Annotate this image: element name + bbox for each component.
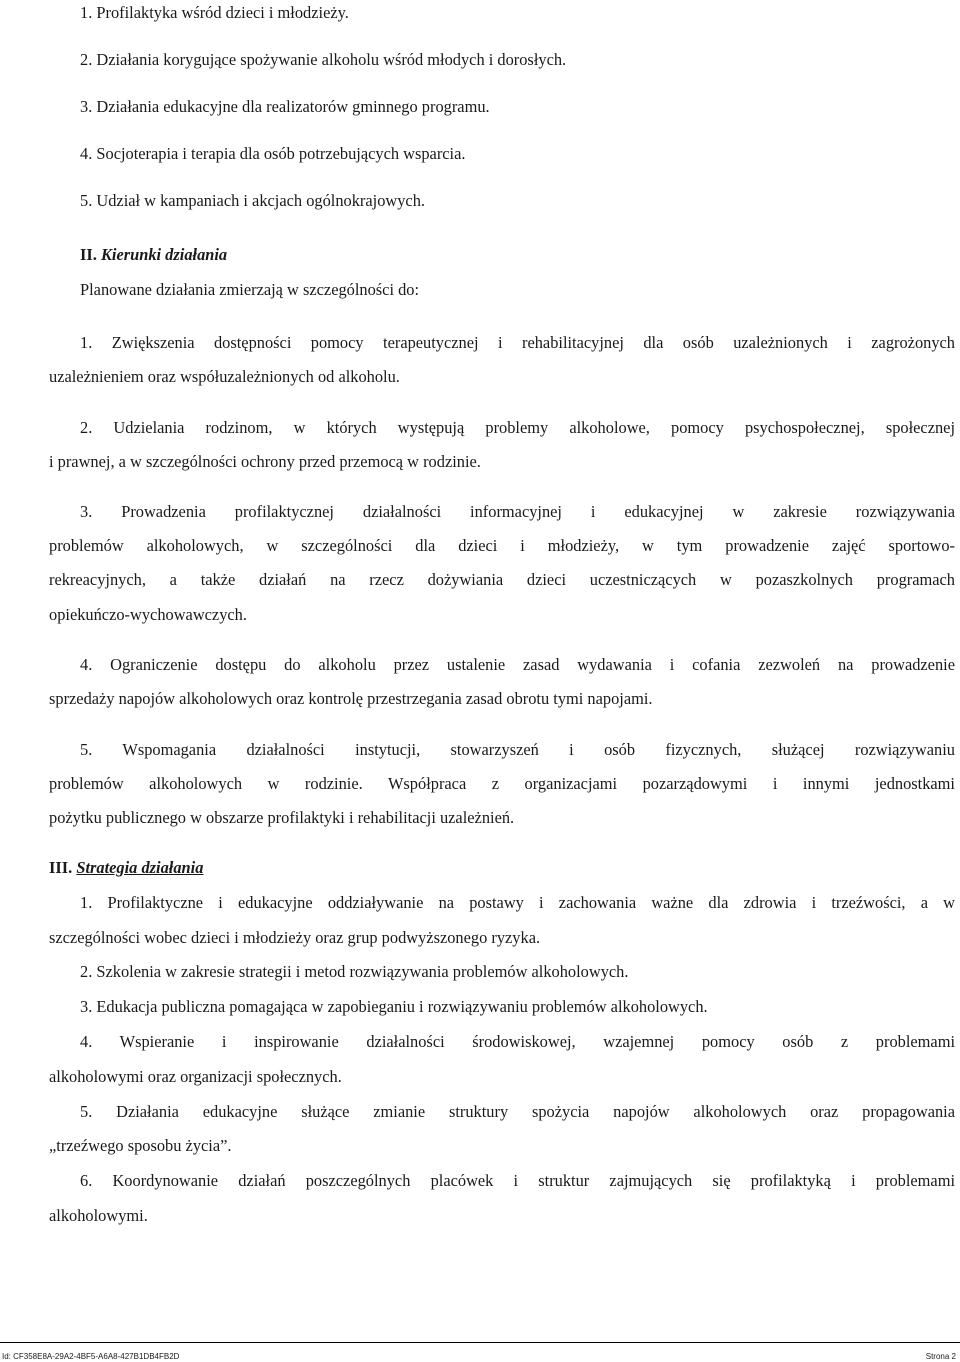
- paragraph-line: 6. Koordynowanie działań poszczególnych placówek i struktur zajmujących się profilaktyką i problemami: [80, 1171, 955, 1190]
- list-item: 4. Socjoterapia i terapia dla osób potrzebujących wsparcia.: [80, 144, 466, 163]
- paragraph-line: rekreacyjnych, a także działań na rzecz dożywiania dzieci uczestniczących w pozaszkolnych programach: [49, 570, 955, 589]
- section-title: Kierunki działania: [100, 245, 228, 264]
- section-title: Strategia działania: [76, 858, 204, 877]
- paragraph-line: uzależnieniem oraz współuzależnionych od alkoholu.: [49, 367, 400, 386]
- paragraph-line: alkoholowymi oraz organizacji społecznych.: [49, 1067, 342, 1086]
- paragraph-line: i prawnej, a w szczególności ochrony przed przemocą w rodzinie.: [49, 452, 481, 471]
- footer-divider: [0, 1342, 960, 1343]
- paragraph-line: 3. Prowadzenia profilaktycznej działalności informacyjnej i edukacyjnej w zakresie rozwiązywania: [80, 502, 955, 521]
- list-item: 1. Profilaktyka wśród dzieci i młodzieży.: [80, 3, 349, 22]
- document-id: Id: CF358E8A-29A2-4BF5-A6A8-427B1DB4FB2D: [2, 1352, 180, 1361]
- section-heading: [80, 245, 227, 265]
- list-item: 5. Udział w kampaniach i akcjach ogólnokrajowych.: [80, 191, 425, 210]
- paragraph-line: 1. Zwiększenia dostępności pomocy terapeutycznej i rehabilitacyjnej dla osób uzależnionych i zagrożonych: [80, 333, 955, 352]
- paragraph-line: pożytku publicznego w obszarze profilaktyki i rehabilitacji uzależnień.: [49, 808, 515, 827]
- section-heading: [49, 858, 203, 878]
- section-intro: Planowane działania zmierzają w szczególności do:: [80, 280, 420, 299]
- paragraph-line: 4. Ograniczenie dostępu do alkoholu przez ustalenie zasad wydawania i cofania zezwoleń na prowadzenie: [80, 655, 955, 674]
- paragraph-line: 5. Działania edukacyjne służące zmianie struktury spożycia napojów alkoholowych oraz propagowania: [80, 1102, 955, 1121]
- paragraph-line: sprzedaży napojów alkoholowych oraz kontrolę przestrzegania zasad obrotu tymi napojami.: [49, 689, 653, 708]
- paragraph-line: alkoholowymi.: [49, 1206, 148, 1225]
- section-number: III.: [49, 858, 73, 877]
- paragraph-line: 2. Szkolenia w zakresie strategii i metod rozwiązywania problemów alkoholowych.: [80, 962, 629, 981]
- paragraph-line: 2. Udzielania rodzinom, w których występują problemy alkoholowe, pomocy psychospołecznej, społecznej: [80, 418, 955, 437]
- paragraph-line: problemów alkoholowych w rodzinie. Współpraca z organizacjami pozarządowymi i innymi jednostkami: [49, 774, 955, 793]
- paragraph-line: 5. Wspomagania działalności instytucji, stowarzyszeń i osób fizycznych, służącej rozwiązywaniu: [80, 740, 955, 759]
- paragraph-line: szczególności wobec dzieci i młodzieży oraz grup podwyższonego ryzyka.: [49, 928, 541, 947]
- paragraph-line: „trzeźwego sposobu życia”.: [49, 1136, 232, 1155]
- paragraph-line: problemów alkoholowych, w szczególności dla dzieci i młodzieży, w tym prowadzenie zajęć sportowo-: [49, 536, 955, 555]
- paragraph-line: 1. Profilaktyczne i edukacyjne oddziaływanie na postawy i zachowania ważne dla zdrowia i trzeźwości, a w: [80, 893, 955, 912]
- paragraph-line: 4. Wspieranie i inspirowanie działalności środowiskowej, wzajemnej pomocy osób z problemami: [80, 1032, 955, 1051]
- list-item: 3. Działania edukacyjne dla realizatorów gminnego programu.: [80, 97, 490, 116]
- page-number: Strona 2: [925, 1352, 956, 1361]
- section-number: II.: [80, 245, 97, 264]
- paragraph-line: 3. Edukacja publiczna pomagająca w zapobieganiu i rozwiązywaniu problemów alkoholowych.: [80, 997, 708, 1016]
- paragraph-line: opiekuńczo-wychowawczych.: [49, 605, 247, 624]
- list-item: 2. Działania korygujące spożywanie alkoholu wśród młodych i dorosłych.: [80, 50, 567, 69]
